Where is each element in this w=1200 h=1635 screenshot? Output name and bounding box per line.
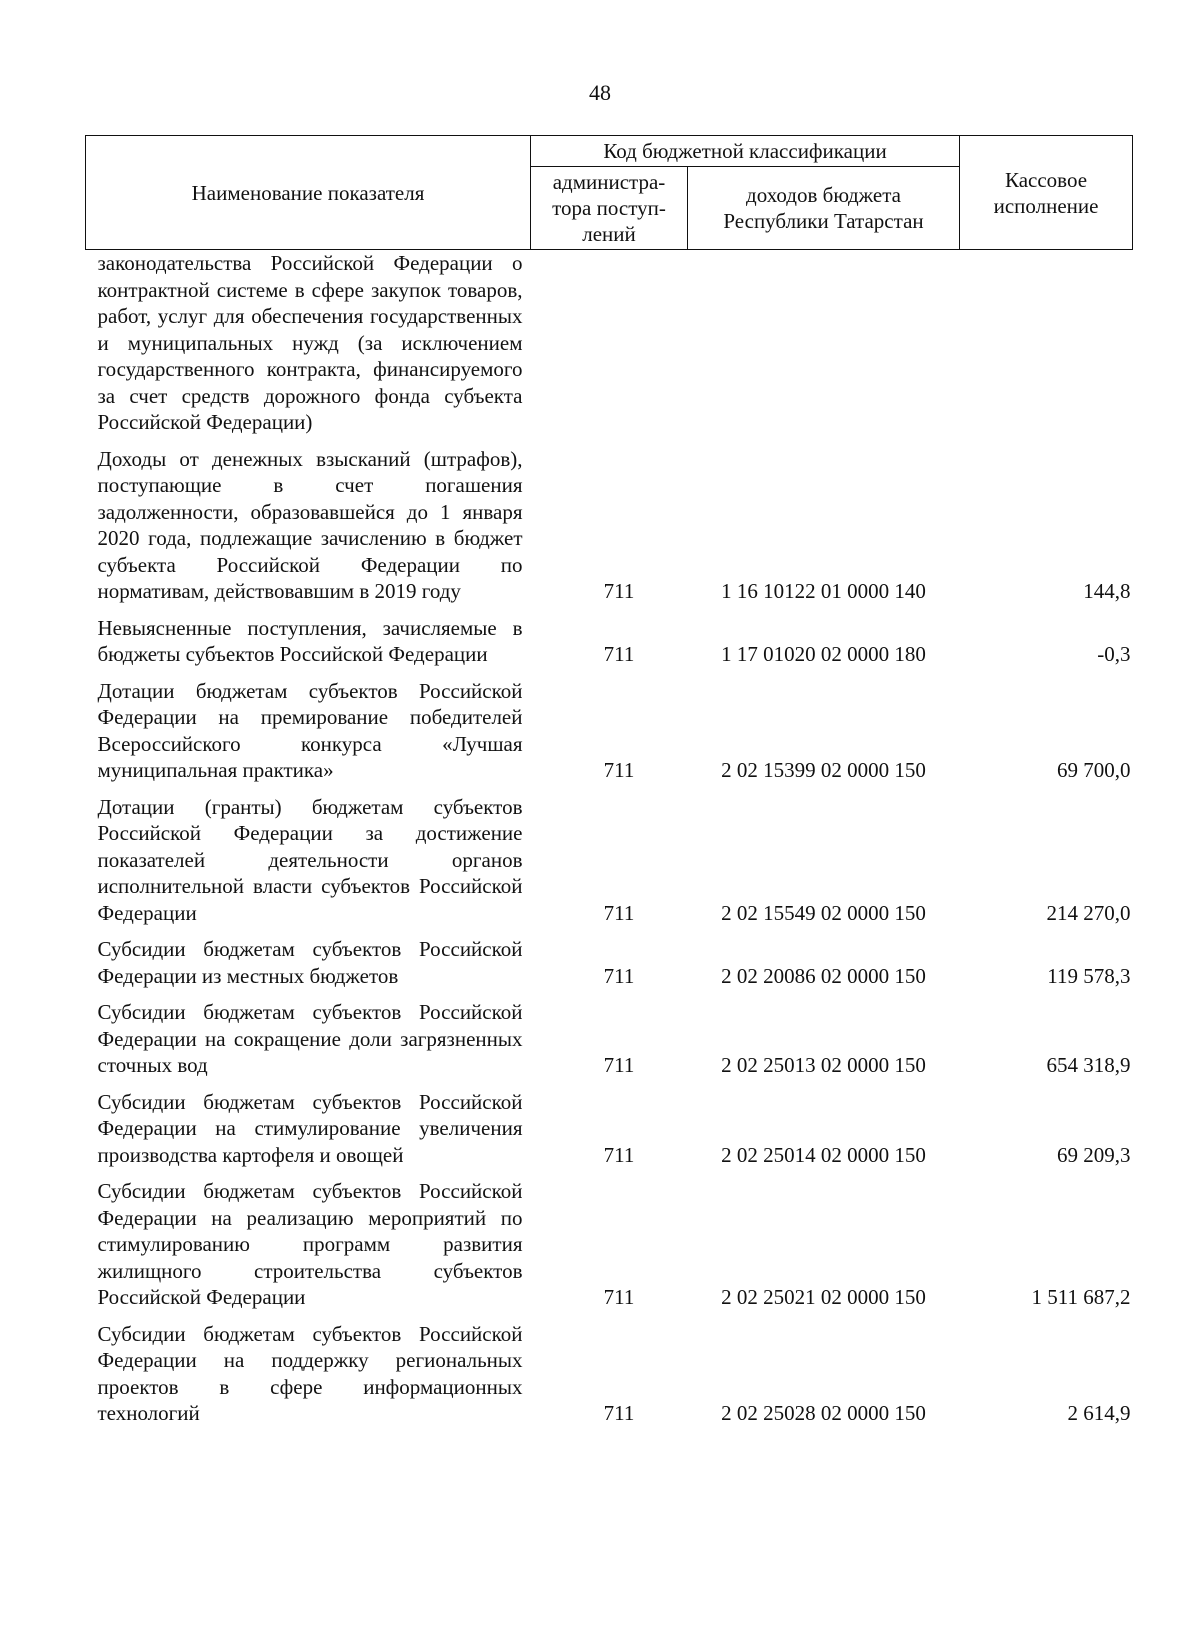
table-row [86, 250, 1133, 446]
row-admin-code: 711 [603, 579, 635, 603]
row-admin-code: 711 [603, 642, 635, 666]
header-name: Наименование показателя [86, 136, 531, 250]
row-name: Невыясненные поступления, зачисляемые в бюджеты субъектов Российской Федерации [97, 615, 523, 666]
table-row [86, 794, 1133, 937]
row-income-code [688, 250, 960, 446]
table-row [86, 999, 1133, 1089]
table-header [86, 136, 1133, 250]
row-name: Субсидии бюджетам субъектов Российской Федерации из местных бюджетов [97, 937, 523, 988]
row-income-code: 2 02 25014 02 0000 150 [721, 1142, 926, 1167]
page-number: 48 [589, 80, 611, 105]
row-income-code: 2 02 25013 02 0000 150 [721, 1053, 926, 1077]
row-income-code: 2 02 25028 02 0000 150 [721, 1401, 926, 1425]
table-row [86, 446, 1133, 615]
table-row [86, 1178, 1133, 1321]
row-name: законодательства Российской Федерации о контрактной системе в сфере закупок товаров, работ, услуг для обеспечения государственных и муниципальных нужд (за исключением государственного контракта, финансируемого за счет средств дорожного фонда субъекта Российской Федерации) [97, 251, 523, 434]
row-sum: 69 700,0 [1057, 758, 1131, 782]
table-row [86, 1089, 1133, 1179]
row-income-code: 2 02 25021 02 0000 150 [721, 1285, 926, 1309]
header-admin: администра-тора поступ-лений [531, 167, 688, 250]
row-admin-code: 711 [603, 1285, 635, 1309]
row-admin-code [531, 250, 688, 446]
row-name: Дотации бюджетам субъектов Российской Федерации на премирование победителей Всероссийского конкурса «Лучшая муниципальная практика» [97, 678, 523, 782]
table-row [86, 615, 1133, 678]
header-execution: Кассовое исполнение [960, 136, 1133, 250]
budget-table [85, 135, 1133, 1437]
header-income: доходов бюджета Республики Татарстан [688, 167, 960, 250]
header-code-group: Код бюджетной классификации [531, 136, 960, 167]
row-name: Субсидии бюджетам субъектов Российской Федерации на стимулирование увеличения производства картофеля и овощей [97, 1089, 523, 1167]
row-sum: 654 318,9 [1046, 1053, 1131, 1077]
row-sum: 1 511 687,2 [1031, 1285, 1131, 1309]
row-admin-code: 711 [603, 1053, 635, 1077]
row-admin-code: 711 [603, 758, 635, 782]
row-income-code: 2 02 15549 02 0000 150 [721, 900, 926, 925]
row-sum: 2 614,9 [1067, 1401, 1131, 1425]
row-name: Доходы от денежных взысканий (штрафов), поступающие в счет погашения задолженности, образовавшейся до 1 января 2020 года, подлежащие зачислению в бюджет субъекта Российской Федерации по нормативам, действовавшим в 2019 году [97, 446, 523, 603]
table-body [86, 250, 1133, 1437]
row-name: Субсидии бюджетам субъектов Российской Федерации на реализацию мероприятий по стимулированию программ развития жилищного строительства субъектов Российской Федерации [97, 1179, 523, 1309]
table-row [86, 678, 1133, 794]
row-name: Дотации (гранты) бюджетам субъектов Российской Федерации за достижение показателей деятельности органов исполнительной власти субъектов Российской Федерации [97, 794, 523, 925]
table-row [86, 936, 1133, 999]
row-sum: 144,8 [1083, 579, 1131, 603]
row-admin-code: 711 [603, 900, 635, 925]
row-name: Субсидии бюджетам субъектов Российской Федерации на сокращение доли загрязненных сточных вод [97, 1000, 523, 1077]
row-income-code: 1 16 10122 01 0000 140 [721, 579, 926, 603]
row-sum: 119 578,3 [1047, 963, 1131, 988]
row-sum [960, 250, 1133, 446]
row-sum: 69 209,3 [1057, 1142, 1131, 1167]
row-sum: 214 270,0 [1046, 900, 1131, 925]
row-sum: -0,3 [1097, 642, 1131, 666]
row-income-code: 2 02 20086 02 0000 150 [721, 963, 926, 988]
row-income-code: 2 02 15399 02 0000 150 [721, 758, 926, 782]
row-admin-code: 711 [603, 963, 635, 988]
row-admin-code: 711 [603, 1401, 635, 1425]
row-admin-code: 711 [603, 1142, 635, 1167]
table-row [86, 1321, 1133, 1437]
row-income-code: 1 17 01020 02 0000 180 [721, 642, 926, 666]
row-name: Субсидии бюджетам субъектов Российской Федерации на поддержку региональных проектов в сфере информационных технологий [97, 1321, 523, 1425]
